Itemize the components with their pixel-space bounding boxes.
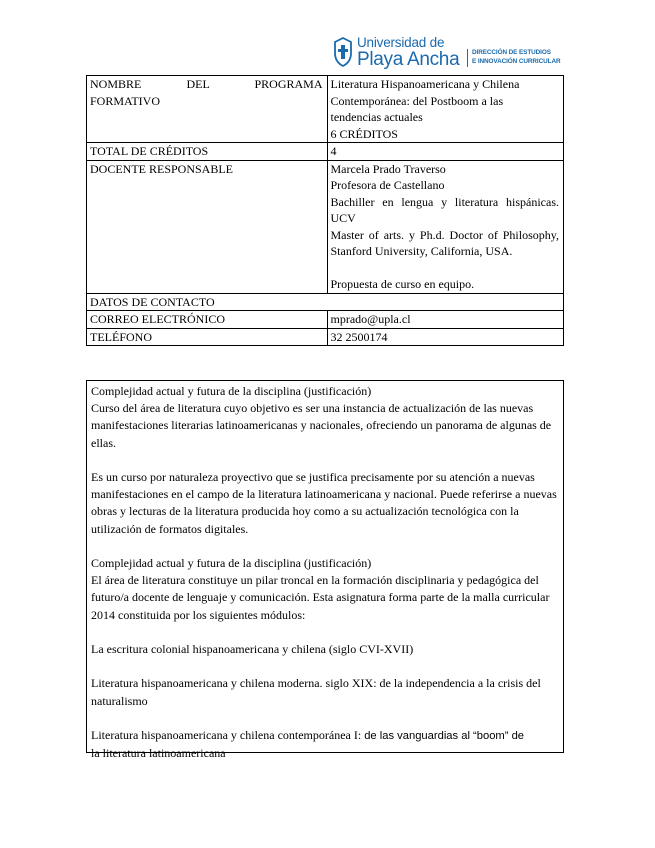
section-heading-1: Complejidad actual y futura de la disciplina (justificación): [91, 384, 372, 398]
teacher-value-cell: [327, 160, 564, 293]
program-credits-line: 6 CRÉDITOS: [330, 126, 398, 141]
email-value: mprado@upla.cl: [327, 311, 564, 329]
university-name-line2: Playa Ancha: [357, 48, 460, 70]
table-row: [87, 311, 564, 329]
program-value-line: tendencias actuales: [330, 110, 423, 124]
teacher-degree-2: Master of arts. y Ph.d. Doctor of Philosophy, Stanford University, California, USA.: [330, 227, 559, 258]
credits-label: TOTAL DE CRÉDITOS: [87, 143, 328, 161]
spacer: [91, 538, 557, 555]
teacher-name: Marcela Prado Traverso: [330, 161, 446, 176]
module-3: [91, 727, 557, 762]
section-heading-2: Complejidad actual y futura de la disciplina (justificación): [91, 556, 372, 570]
module-3-part-b: de las vanguardias al “boom” de: [364, 729, 525, 742]
justification-box: [86, 380, 564, 761]
contact-label: DATOS DE CONTACTO: [87, 293, 564, 311]
phone-value: 32 2500174: [327, 328, 564, 346]
teacher-degree-1: Bachiller en lengua y literatura hispánicas. UCV: [330, 194, 559, 225]
university-name-line1: Universidad de: [357, 35, 445, 50]
table-row: [87, 293, 564, 311]
logo-divider: [467, 49, 468, 67]
university-name: [357, 36, 459, 69]
table-row: [87, 160, 564, 293]
paragraph-3: El área de literatura constituye un pilar troncal en la formación disciplinaria y pedagógica del futuro/a docente de lenguaje y comunicación. Esta asignatura forma parte de la malla curricular 2014 constituida por los siguientes módulos:: [91, 573, 550, 622]
spacer: [91, 710, 557, 727]
teacher-label: DOCENTE RESPONSABLE: [87, 160, 328, 293]
table-row: [87, 328, 564, 346]
teacher-note: Propuesta de curso en equipo.: [330, 277, 475, 291]
spacer: [331, 260, 560, 277]
program-info-table: [86, 75, 564, 346]
paragraph-1: Curso del área de literatura cuyo objetivo es ser una instancia de actualización de las nuevas manifestaciones literarias latinoamericanas y nacionales, ofreciendo un panorama de algunas de ellas.: [91, 401, 552, 450]
program-value-line: Contemporánea: del Postboom a las: [330, 93, 504, 108]
table-row: [87, 143, 564, 161]
module-2: Literatura hispanoamericana y chilena moderna. siglo XIX: de la independencia a la crisis del naturalismo: [91, 676, 541, 708]
module-3-part-c: la literatura latinoamericana: [91, 746, 226, 761]
spacer: [91, 658, 557, 675]
program-value-cell: [327, 76, 564, 143]
department-name-line1: DIRECCIÓN DE ESTUDIOS: [472, 49, 551, 56]
program-value-line: Literatura Hispanoamericana y Chilena: [330, 77, 520, 91]
email-label: CORREO ELECTRÓNICO: [87, 311, 328, 329]
program-label-line2: FORMATIVO: [90, 93, 161, 108]
spacer: [91, 452, 557, 469]
table-row: [87, 76, 564, 143]
department-name-line2: E INNOVACIÓN CURRICULAR: [472, 57, 561, 65]
department-name: [472, 49, 560, 66]
program-label-cell: [87, 76, 328, 143]
teacher-role: Profesora de Castellano: [330, 178, 445, 192]
spacer: [91, 624, 557, 641]
module-3-part-a: Literatura hispanoamericana y chilena contemporánea I:: [91, 727, 365, 742]
module-1: La escritura colonial hispanoamericana y chilena (siglo CVI-XVII): [91, 642, 414, 656]
university-logo: [333, 36, 573, 70]
paragraph-2: Es un curso por naturaleza proyectivo que se justifica precisamente por su atención a nuevas manifestaciones en el campo de la literatura latinoamericana y nacional. Puede referirse a nuevas obras y lecturas de la literatura producida hoy como a su actualización tecnológica con la utilización de formatos digitales.: [91, 470, 557, 536]
credits-value: 4: [327, 143, 564, 161]
university-crest-icon: [333, 37, 353, 67]
phone-label: TELÉFONO: [87, 328, 328, 346]
program-label-line1: NOMBRE DEL PROGRAMA: [90, 77, 323, 91]
